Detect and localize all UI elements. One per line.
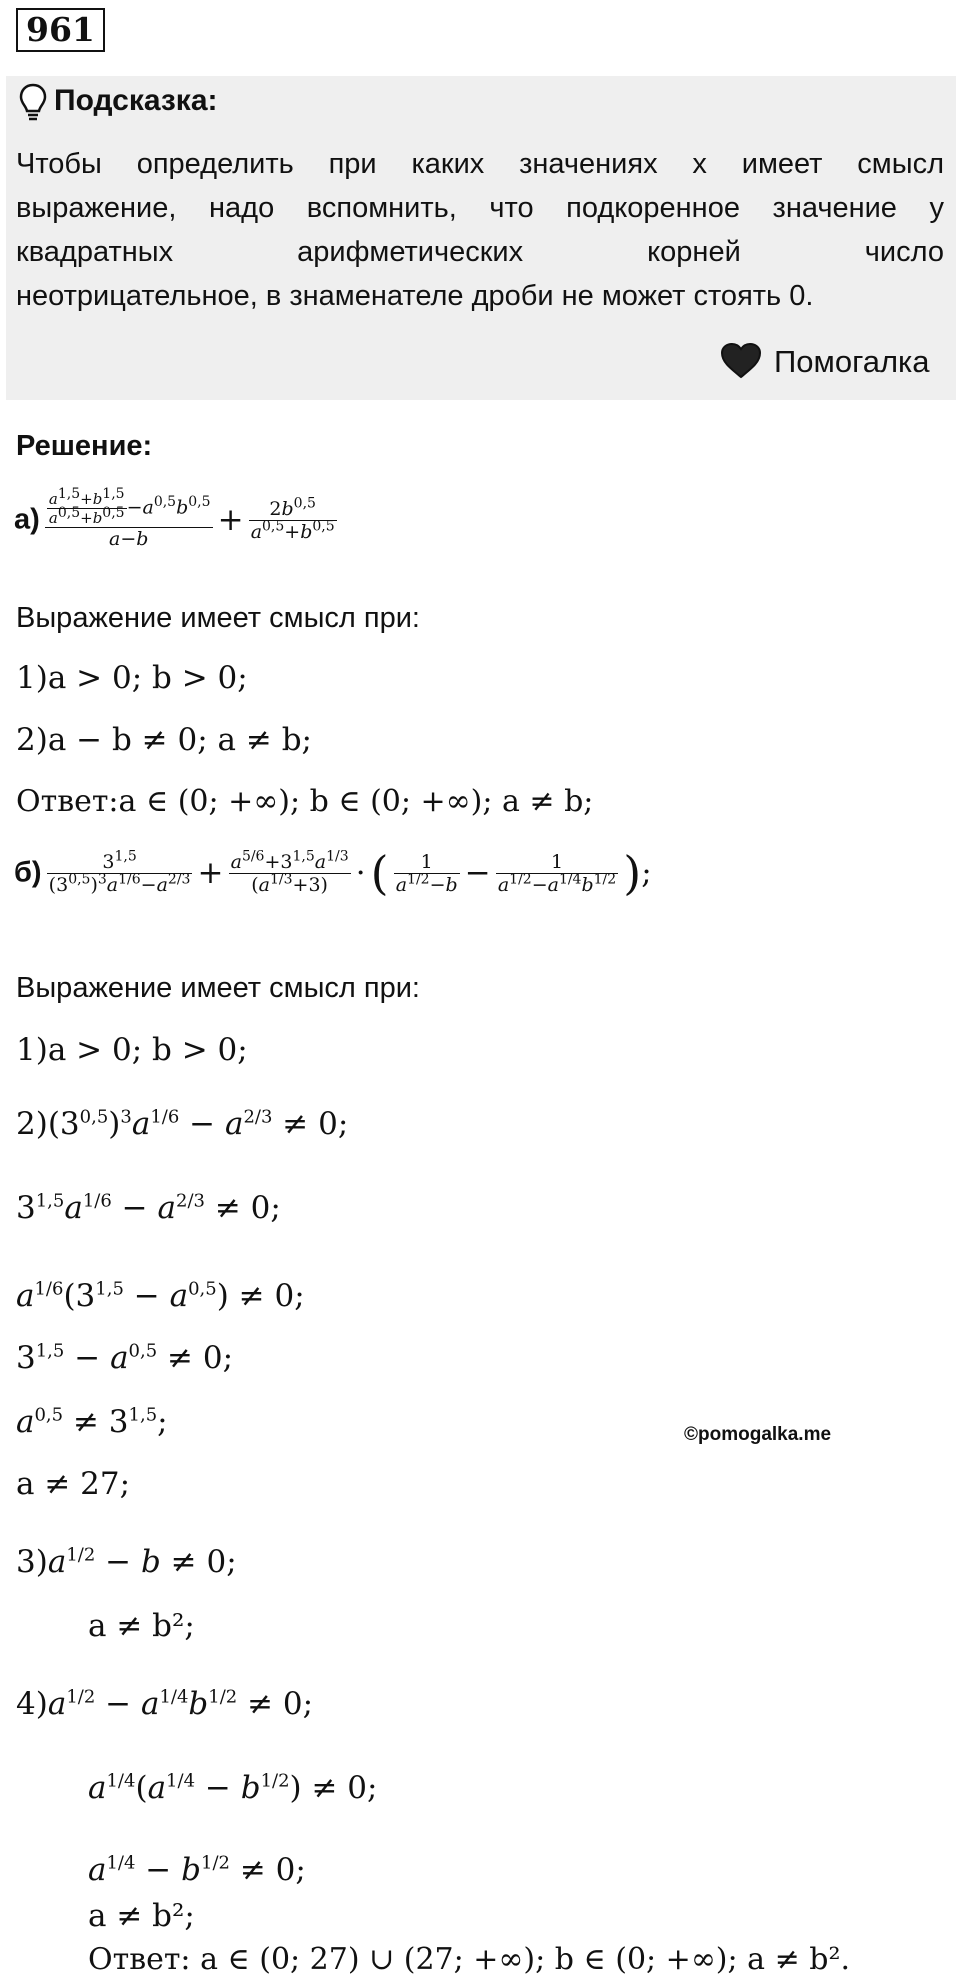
part-b-step-4b: $a^{1/4}(a^{1/4} - b^{1/2}) \ne 0$; (88, 1770, 378, 1806)
part-b-step-4c: $a^{1/4} - b^{1/2} \ne 0$; (88, 1852, 306, 1888)
part-b-fraction-4: $\frac{1}{a^{1/2}-a^{1/4}b^{1/2}}$ (497, 850, 617, 896)
part-b-expression: б) $\frac{3^{1,5}}{(3^{0,5})^3a^{1/6}-a^{2/3}}$ + $\frac{a^{5/6}+3^{1,5}a^{1/3}}{(a^{1/3}+3)}$ · ( $\frac{1}{a^{1/2}-b}$ − $\frac{1}{a^{1/2}-a^{1/4}b^{1/2}}$ ); (14, 846, 652, 900)
solution-heading: Решение: (16, 430, 153, 462)
part-a-condition-label: Выражение имеет смысл при: (16, 602, 420, 634)
part-b-step-2: $2)(3^{0,5})^3a^{1/6} - a^{2/3} \ne 0$; (16, 1106, 349, 1142)
part-b-label: б) (14, 856, 42, 889)
part-a-label: а) (14, 503, 40, 536)
part-b-fraction-1: $\frac{3^{1,5}}{(3^{0,5})^3a^{1/6}-a^{2/3}}$ (48, 848, 191, 896)
hint-title: Подсказка: (54, 84, 218, 117)
brand-label: Помогалка (774, 344, 930, 379)
part-b-step-2c: $a^{1/6}(3^{1,5} - a^{0,5}) \ne 0$; (16, 1278, 305, 1314)
part-a-step-1: 1)a > 0; b > 0; (16, 660, 248, 696)
part-b-step-2e: $a^{0,5} \ne 3^{1,5}$; (16, 1404, 168, 1440)
part-b-step-4-result: a ≠ b²; (88, 1898, 195, 1934)
part-a-fraction-2: $\frac{2b^{0,5}}{a^{0,5}+b^{0,5}}$ (250, 495, 335, 543)
part-b-step-4: $4)a^{1/2} - a^{1/4}b^{1/2} \ne 0$; (16, 1686, 314, 1722)
hint-line: неотрицательное, в знаменателе дроби не может стоять 0. (16, 280, 814, 312)
hint-line: выражение, надо вспомнить, что подкоренное значение у (16, 192, 944, 224)
problem-number: 961 (16, 8, 105, 52)
part-b-step-3-result: a ≠ b²; (88, 1608, 195, 1644)
part-b-answer: Ответ: a ∈ (0; 27) ∪ (27; +∞); b ∈ (0; +∞); a ≠ b². (88, 1942, 851, 1977)
part-a-step-2: 2)a − b ≠ 0; a ≠ b; (16, 722, 312, 758)
hint-line: квадратных арифметических корней число (16, 236, 944, 268)
part-a-answer: Ответ:a ∈ (0; +∞); b ∈ (0; +∞); a ≠ b; (16, 784, 594, 819)
hint-text (16, 142, 944, 318)
part-b-step-3: $3)a^{1/2} - b \ne 0$; (16, 1544, 237, 1580)
lightbulb-icon (18, 82, 48, 126)
part-b-step-2d: $3^{1,5} - a^{0,5} \ne 0$; (16, 1340, 234, 1376)
part-b-fraction-3: $\frac{1}{a^{1/2}-b}$ (395, 850, 458, 896)
part-b-step-2b: $3^{1,5}a^{1/6} - a^{2/3} \ne 0$; (16, 1190, 281, 1226)
hint-line: Чтобы определить при каких значениях x имеет смысл (16, 148, 944, 180)
watermark: ©pomogalka.me (684, 1424, 832, 1445)
part-a-expression: а) $\frac{a^{1,5}+b^{1,5}}{a^{0,5}+b^{0,5}}$ $-a^{0,5}b^{0,5}$ a−b + $\frac{2b^{0,5}}{a^{0,5}+b^{0,5}}$ (14, 486, 335, 550)
part-b-step-1: 1)a > 0; b > 0; (16, 1032, 248, 1068)
part-b-fraction-2: $\frac{a^{5/6}+3^{1,5}a^{1/3}}{(a^{1/3}+3)}$ (230, 848, 349, 896)
part-b-condition-label: Выражение имеет смысл при: (16, 972, 420, 1004)
part-a-fraction-1: $\frac{a^{1,5}+b^{1,5}}{a^{0,5}+b^{0,5}}$ $-a^{0,5}b^{0,5}$ a−b (45, 490, 213, 550)
part-b-step-2f: a ≠ 27; (16, 1466, 131, 1502)
heart-icon (720, 342, 762, 384)
